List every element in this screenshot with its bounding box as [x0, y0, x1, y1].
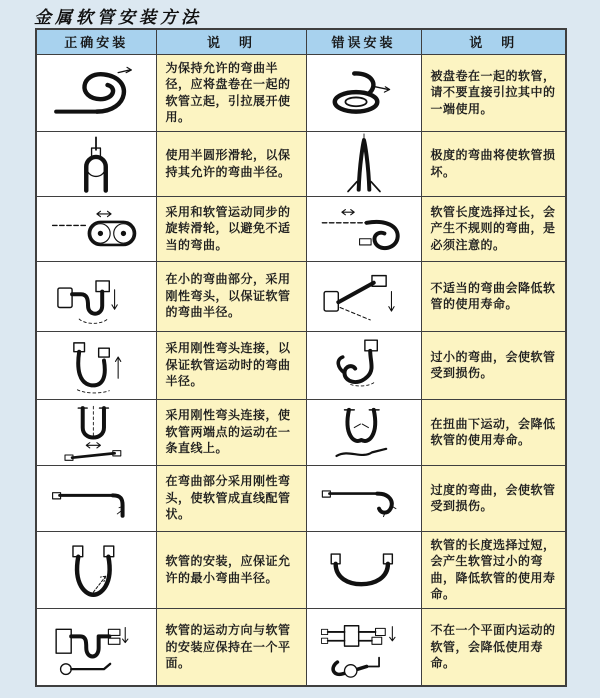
hose-twisted-icon	[306, 399, 421, 465]
wrong-description: 软管长度选择过长，会产生不规则的弯曲，是必须注意的。	[421, 196, 566, 261]
hose-extreme-bend-icon	[306, 131, 421, 196]
table-row	[36, 465, 566, 531]
table-row	[36, 331, 566, 399]
hose-rigid-elbow-small-bend-icon	[36, 261, 156, 331]
hose-semicircular-pulley-icon	[36, 131, 156, 196]
hose-min-bend-radius-icon	[36, 531, 156, 608]
wrong-description: 软管的长度选择过短，会产生软管过小的弯曲，降低软管的使用寿命。	[421, 531, 566, 608]
table-header-row	[36, 29, 566, 54]
wrong-description: 过小的弯曲，会使软管受到损伤。	[421, 331, 566, 399]
hose-over-bent-icon	[306, 465, 421, 531]
installation-guide-table	[35, 28, 567, 687]
correct-description: 采用刚性弯头连接，使软管两端点的运动在一条直线上。	[156, 399, 306, 465]
hose-one-plane-icon	[36, 608, 156, 686]
hose-rigid-elbow-moving-icon	[36, 331, 156, 399]
correct-description: 为保持允许的弯曲半径，应将盘卷在一起的软管立起，引拉展开使用。	[156, 54, 306, 131]
wrong-description: 过度的弯曲，会使软管受到损伤。	[421, 465, 566, 531]
header-correct-install: 正确安装	[36, 29, 156, 54]
correct-description: 软管的运动方向与软管的安装应保持在一个平面。	[156, 608, 306, 686]
hose-coil-unroll-icon	[36, 54, 156, 131]
hose-rotating-pulleys-icon	[36, 196, 156, 261]
hose-too-long-icon	[306, 196, 421, 261]
wrong-description: 不在一个平面内运动的软管，会降低使用寿命。	[421, 608, 566, 686]
wrong-description: 在扭曲下运动，会降低软管的使用寿命。	[421, 399, 566, 465]
table-row	[36, 196, 566, 261]
wrong-description: 被盘卷在一起的软管，请不要直接引拉其中的一端使用。	[421, 54, 566, 131]
hose-not-one-plane-icon	[306, 608, 421, 686]
hose-coil-pull-end-icon	[306, 54, 421, 131]
header-wrong-install: 错误安装	[306, 29, 421, 54]
table-row	[36, 261, 566, 331]
hose-improper-bend-icon	[306, 261, 421, 331]
hose-too-small-bend-icon	[306, 331, 421, 399]
page-title: 金属软管安装方法	[34, 8, 202, 28]
hose-straight-with-elbow-icon	[36, 465, 156, 531]
table-row	[36, 531, 566, 608]
table-row	[36, 608, 566, 686]
correct-description: 软管的安装，应保证允许的最小弯曲半径。	[156, 531, 306, 608]
header-wrong-desc: 说 明	[421, 29, 566, 54]
correct-description: 使用半圆形滑轮，以保持其允许的弯曲半径。	[156, 131, 306, 196]
table-row	[36, 131, 566, 196]
hose-endpoints-in-line-icon	[36, 399, 156, 465]
table-row	[36, 399, 566, 465]
header-correct-desc: 说 明	[156, 29, 306, 54]
correct-description: 在弯曲部分采用刚性弯头，使软管成直线配管状。	[156, 465, 306, 531]
wrong-description: 极度的弯曲将使软管损坏。	[421, 131, 566, 196]
correct-description: 采用和软管运动同步的旋转滑轮，以避免不适当的弯曲。	[156, 196, 306, 261]
table-row	[36, 54, 566, 131]
correct-description: 在小的弯曲部分，采用刚性弯头，以保证软管的弯曲半径。	[156, 261, 306, 331]
wrong-description: 不适当的弯曲会降低软管的使用寿命。	[421, 261, 566, 331]
hose-too-short-icon	[306, 531, 421, 608]
correct-description: 采用刚性弯头连接，以保证软管运动时的弯曲半径。	[156, 331, 306, 399]
